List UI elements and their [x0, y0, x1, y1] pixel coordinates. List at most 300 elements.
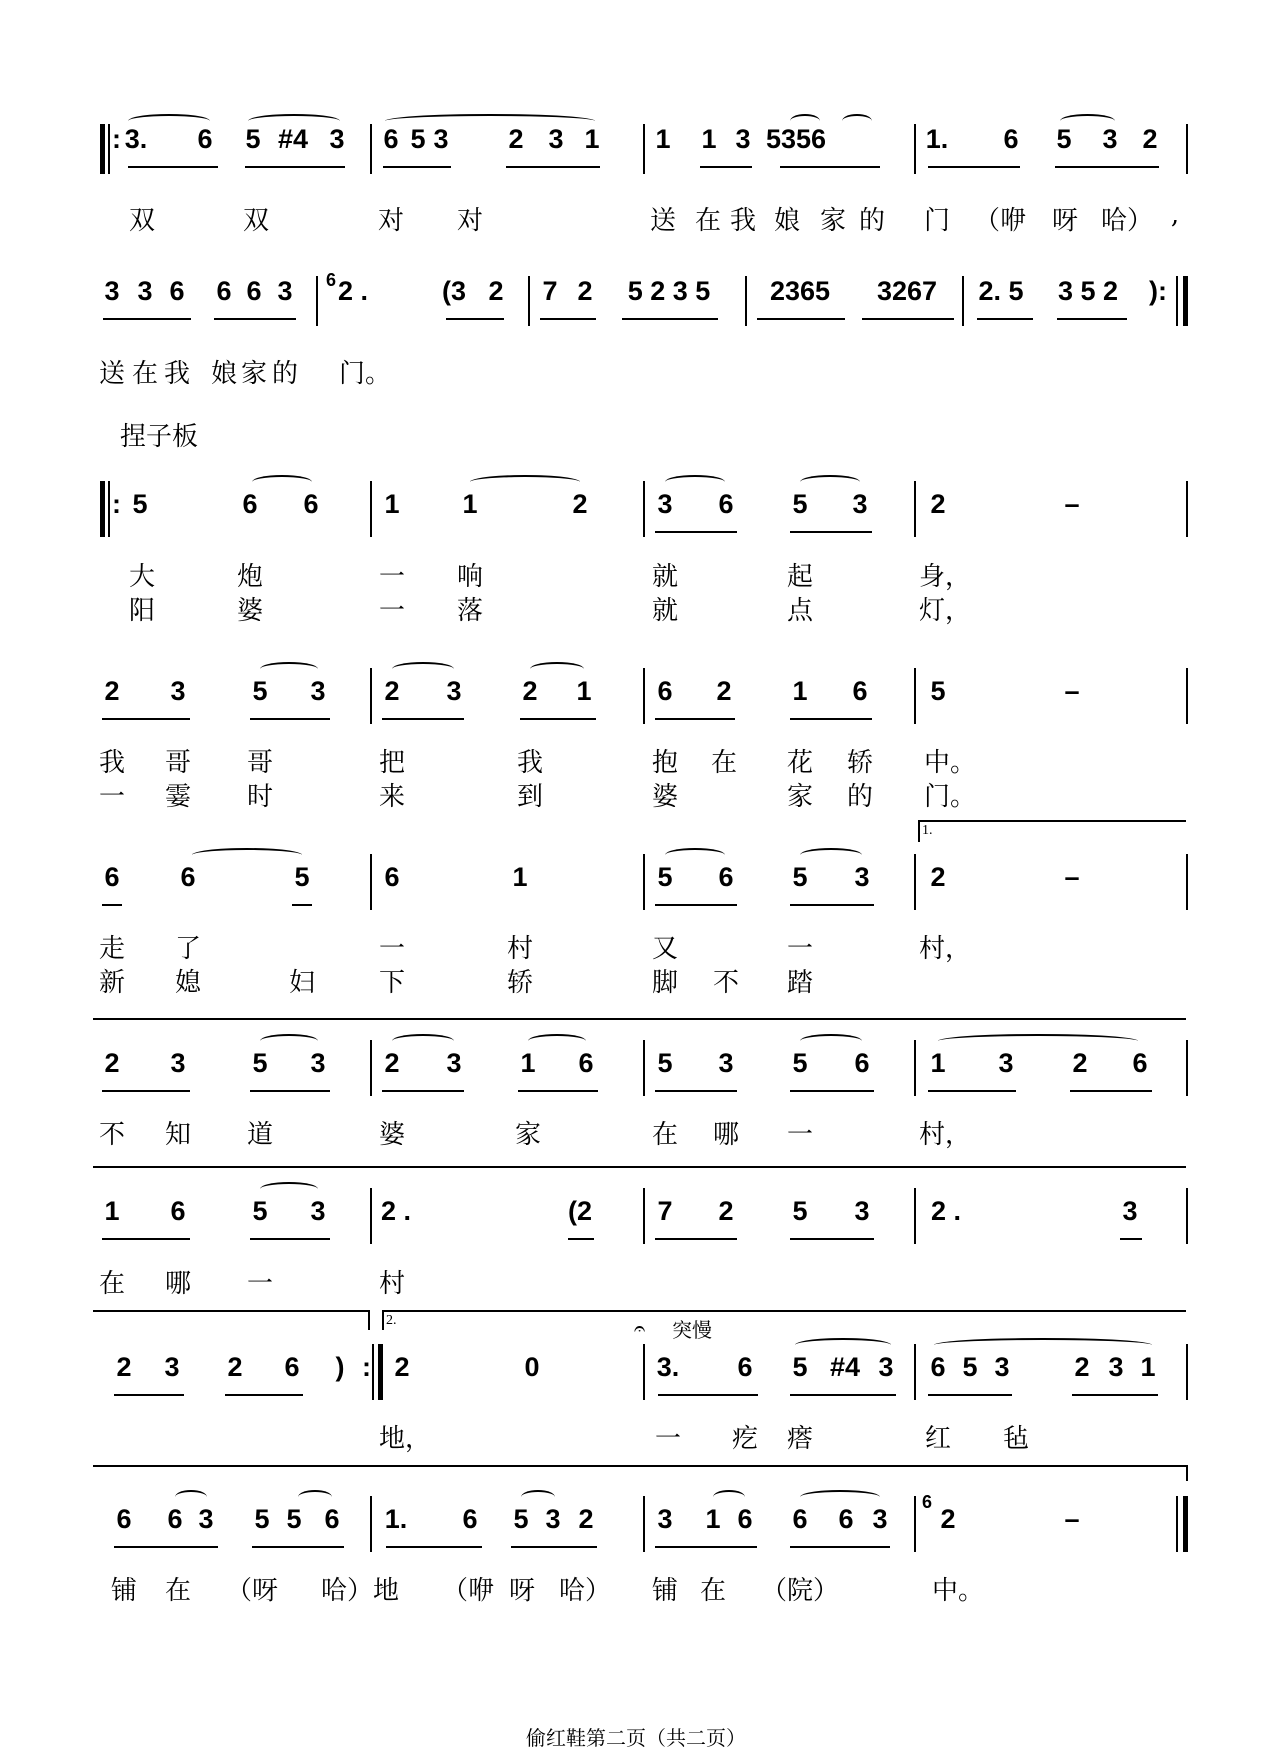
slur: [530, 662, 584, 676]
volta-line: [93, 1310, 368, 1312]
note-group: 5: [513, 1504, 529, 1534]
barline: [370, 1188, 372, 1244]
barline: [1186, 1040, 1188, 1096]
note-group: 7: [542, 276, 558, 306]
note-group: –: [1064, 676, 1080, 706]
underline: [250, 1090, 330, 1092]
lyric: 一: [378, 596, 406, 626]
lyric: 响: [456, 562, 484, 592]
note-group: 5: [930, 676, 946, 706]
slur: [392, 662, 454, 676]
slur: [665, 475, 725, 489]
lyric: 哪: [164, 1269, 192, 1299]
barline: [962, 276, 964, 326]
note-group: 2: [577, 276, 593, 306]
slur: [665, 848, 725, 862]
lyrics-line: [0, 928, 1272, 964]
lyrics-line: [0, 556, 1272, 592]
lyric: 哥: [164, 748, 192, 778]
lyric: 道: [246, 1120, 274, 1150]
volta-label: 1.: [922, 823, 933, 838]
note-group: 1: [930, 1048, 946, 1078]
underline: [511, 1546, 597, 1548]
lyric: 中。: [931, 1576, 985, 1606]
note-group: 6: [792, 1504, 808, 1534]
lyric: 阳: [128, 596, 156, 626]
note-group: 2: [930, 489, 946, 519]
slur: [260, 1182, 318, 1196]
barline: [914, 481, 916, 537]
barline: [1186, 1344, 1188, 1400]
underline: [655, 904, 737, 906]
volta-bracket: [382, 1310, 384, 1330]
note-group: 3: [164, 1352, 180, 1382]
repeat-end-bar: [1183, 276, 1188, 326]
underline: [790, 718, 872, 720]
slur: [392, 1034, 454, 1048]
note-group: 1: [512, 862, 528, 892]
note-group: 6: [116, 1504, 132, 1534]
volta-bracket: [918, 820, 1186, 822]
note-group: 6: [197, 124, 213, 154]
barline: [643, 481, 645, 537]
note-group: 6: [383, 124, 399, 154]
note-group: 3: [277, 276, 293, 306]
note-group: 6: [242, 489, 258, 519]
underline: [250, 718, 330, 720]
underline: [1070, 1090, 1152, 1092]
lyric: 哈）: [558, 1576, 612, 1606]
lyric: 不: [712, 968, 740, 998]
barline: [643, 668, 645, 724]
note-group: 5356: [765, 124, 827, 154]
underline: [790, 531, 872, 533]
lyric: 呀: [1051, 206, 1079, 236]
underline: [252, 1546, 344, 1548]
lyric: 娘: [210, 359, 238, 389]
note-group: ):: [1149, 276, 1167, 306]
note-group: 6: [462, 1504, 478, 1534]
lyric: 村，: [918, 934, 972, 964]
note-group: 2: [940, 1504, 956, 1534]
underline: [928, 1394, 1012, 1396]
note-group: 3: [170, 1048, 186, 1078]
barline: [914, 124, 916, 174]
lyric: 妇: [288, 968, 316, 998]
underline: [700, 166, 752, 168]
note-group: 5: [252, 676, 268, 706]
lyric: 哥: [246, 748, 274, 778]
lyric: 村: [378, 1269, 406, 1299]
lyric: 知: [164, 1120, 192, 1150]
note-group: 6: [1132, 1048, 1148, 1078]
note-group: 5: [132, 489, 148, 519]
note-group: 6: [852, 676, 868, 706]
note-group: 3: [1108, 1352, 1124, 1382]
fermata-meter: 6: [326, 270, 337, 290]
underline: [790, 1394, 896, 1396]
volta-bracket: [918, 820, 920, 842]
note-group: 6: [180, 862, 196, 892]
underline: [540, 318, 596, 320]
lyric: 又: [651, 934, 679, 964]
underline: [655, 1238, 737, 1240]
underline: [622, 318, 718, 320]
note-group: 6: [303, 489, 319, 519]
barline: [370, 668, 372, 724]
lyric: 一: [378, 562, 406, 592]
note-group: 3: [657, 489, 673, 519]
note-group: 5: [245, 124, 261, 154]
note-group: 3: [735, 124, 751, 154]
page-footer: 偷红鞋第二页（共二页）: [526, 1726, 746, 1750]
barline: [643, 124, 645, 174]
note-group: 2: [384, 676, 400, 706]
lyric: 门。: [923, 782, 977, 812]
note-group: 5: [792, 1196, 808, 1226]
lyric: ,: [1170, 200, 1180, 230]
lyric: 不: [98, 1120, 126, 1150]
note-group: 1: [520, 1048, 536, 1078]
slur: [470, 475, 580, 489]
barline: [914, 1496, 916, 1552]
note-group: 1.: [384, 1504, 408, 1534]
lyric: 哪: [712, 1120, 740, 1150]
note-group: 5: [286, 1504, 302, 1534]
note-group: 2: [718, 1196, 734, 1226]
note-group: 2: [104, 1048, 120, 1078]
lyrics-line: [0, 353, 1272, 389]
barline: [370, 481, 372, 537]
note-group: 2: [227, 1352, 243, 1382]
underline: [250, 1238, 330, 1240]
underline: [977, 318, 1033, 320]
lyric: 我: [98, 748, 126, 778]
lyrics-line: [0, 1114, 1272, 1150]
barline: [643, 1188, 645, 1244]
slur: [128, 114, 210, 128]
note-group: 5: [792, 1048, 808, 1078]
note-group: 1.: [925, 124, 949, 154]
note-group: 1: [655, 124, 671, 154]
note-group: 5: [252, 1196, 268, 1226]
slur: [713, 1490, 745, 1504]
lyric: 炮: [236, 562, 264, 592]
lyric: 点: [786, 596, 814, 626]
barline: [1186, 1188, 1188, 1244]
barline: [643, 1040, 645, 1096]
slur: [298, 1490, 332, 1504]
lyric: 在: [164, 1576, 192, 1606]
barline: [1176, 276, 1178, 326]
lyric: 送: [98, 359, 126, 389]
lyric: 铺: [110, 1576, 138, 1606]
note-group: 3: [854, 1196, 870, 1226]
slur: [385, 114, 595, 128]
lyric: 对: [456, 206, 484, 236]
lyric: 灯，: [918, 596, 972, 626]
note-group: 3: [310, 1196, 326, 1226]
note-group: #4: [829, 1352, 861, 1382]
lyric: 一: [786, 934, 814, 964]
slur: [260, 662, 318, 676]
slur: [800, 1490, 880, 1504]
note-group: 2: [508, 124, 524, 154]
note-group: 2: [1074, 1352, 1090, 1382]
barline: [370, 854, 372, 910]
lyric: 走: [98, 934, 126, 964]
lyric: 的: [846, 782, 874, 812]
underline: [790, 1090, 874, 1092]
underline: [568, 1238, 594, 1240]
lyric: （院）: [760, 1576, 840, 1606]
underline: [102, 904, 122, 906]
lyric: 抱: [651, 748, 679, 778]
note-group: 3: [548, 124, 564, 154]
barline: [372, 1344, 374, 1400]
slur: [175, 1490, 207, 1504]
lyric: 起: [786, 562, 814, 592]
note-group: 3.: [656, 1352, 680, 1382]
note-group: 3: [170, 676, 186, 706]
barline: [1186, 668, 1188, 724]
lyric: 地，: [378, 1424, 432, 1454]
barline: [370, 124, 372, 174]
note-group: #4: [277, 124, 309, 154]
note-group: 2: [930, 862, 946, 892]
lyric: 家: [514, 1120, 542, 1150]
underline: [520, 718, 596, 720]
note-group: 1: [792, 676, 808, 706]
note-group: 6: [737, 1352, 753, 1382]
note-group: 2: [572, 489, 588, 519]
lyric: 在: [699, 1576, 727, 1606]
repeat-dots: :: [112, 489, 121, 519]
final-bar: [1183, 1496, 1188, 1552]
underline: [114, 1394, 184, 1396]
note-group: 3: [1122, 1196, 1138, 1226]
barline: [108, 481, 110, 537]
lyric: 哈）地: [320, 1576, 400, 1606]
barline: [643, 1344, 645, 1400]
note-group: 6: [246, 276, 262, 306]
repeat-start-bar: [100, 481, 105, 537]
lyric: 的: [858, 206, 886, 236]
underline: [382, 1090, 464, 1092]
lyrics-line: [0, 962, 1272, 998]
lyric: 中。: [923, 748, 977, 778]
underline: [655, 1090, 737, 1092]
barline: [370, 1040, 372, 1096]
lyric: 就: [651, 562, 679, 592]
lyrics-line: [0, 776, 1272, 812]
lyric: 娘: [773, 206, 801, 236]
note-group: 6: [216, 276, 232, 306]
note-group: 3: [657, 1504, 673, 1534]
lyric: 对: [377, 206, 405, 236]
slur: [248, 114, 340, 128]
lyrics-line: [0, 1418, 1272, 1454]
barline: [1176, 1496, 1178, 1552]
underline: [928, 1090, 1016, 1092]
note-group: 6: [104, 862, 120, 892]
repeat-start-bar: [100, 124, 105, 174]
lyric: 门: [923, 206, 951, 236]
note-group: –: [1064, 862, 1080, 892]
note-group: 5: [792, 862, 808, 892]
note-group: 5: [792, 1352, 808, 1382]
note-group: 2 .: [380, 1196, 412, 1226]
lyric: 到: [516, 782, 544, 812]
lyric: 我: [163, 359, 191, 389]
underline: [655, 531, 737, 533]
slur: [252, 475, 312, 489]
lyric: 踏: [786, 968, 814, 998]
divider-line: [93, 1465, 1186, 1467]
underline: [780, 166, 880, 168]
note-group: 2 .: [337, 276, 369, 306]
note-group: 6: [324, 1504, 340, 1534]
note-group: 2 .: [930, 1196, 962, 1226]
note-group: 3: [198, 1504, 214, 1534]
lyric: 在: [694, 206, 722, 236]
note-group: 5 2 3 5: [627, 276, 711, 306]
lyrics-line: [0, 742, 1272, 778]
lyric: 红: [924, 1424, 952, 1454]
note-group: 2: [578, 1504, 594, 1534]
lyric: 新: [98, 968, 126, 998]
underline: [1055, 166, 1159, 168]
note-group: 6: [284, 1352, 300, 1382]
note-group: 5: [252, 1048, 268, 1078]
note-group: 5: [294, 862, 310, 892]
slur: [934, 1338, 1152, 1352]
lyric: 就: [651, 596, 679, 626]
note-group: 3: [310, 1048, 326, 1078]
note-group: 2: [384, 1048, 400, 1078]
lyric: 在: [131, 359, 159, 389]
note-group: 3: [137, 276, 153, 306]
lyric: 时: [246, 782, 274, 812]
barline: [1186, 854, 1188, 910]
underline: [1120, 1238, 1142, 1240]
slur: [192, 848, 302, 862]
lyric: 在: [651, 1120, 679, 1150]
lyric: 婆: [378, 1120, 406, 1150]
note-group: 6: [737, 1504, 753, 1534]
note-group: 1: [384, 489, 400, 519]
note-group: 6: [718, 862, 734, 892]
note-group: 3: [104, 276, 120, 306]
note-group: 5: [657, 1048, 673, 1078]
note-group: 3: [433, 124, 449, 154]
note-group: 1: [462, 489, 478, 519]
note-group: 3: [872, 1504, 888, 1534]
lyric: 一: [654, 1424, 682, 1454]
lyric: 家: [819, 206, 847, 236]
slur: [521, 1490, 555, 1504]
lyric: 双: [128, 206, 156, 236]
underline: [383, 166, 451, 168]
underline: [757, 318, 845, 320]
lyric: 送: [649, 206, 677, 236]
lyrics-line: [0, 590, 1272, 626]
note-group: 5: [792, 489, 808, 519]
underline: [292, 904, 312, 906]
underline: [506, 166, 600, 168]
tempo-marking: 突慢: [672, 1318, 712, 1342]
underline: [655, 1546, 757, 1548]
note-group: 3.: [124, 124, 148, 154]
slur: [800, 475, 860, 489]
lyric: 村，: [918, 1120, 972, 1150]
slur: [790, 114, 820, 128]
barline: [914, 668, 916, 724]
barline: [914, 1188, 916, 1244]
note-group: 1: [576, 676, 592, 706]
note-group: 5: [410, 124, 426, 154]
underline: [214, 318, 296, 320]
note-group: 6: [838, 1504, 854, 1534]
note-group: 6: [657, 676, 673, 706]
section-label: 捏子板: [120, 422, 199, 452]
note-group: 2: [1072, 1048, 1088, 1078]
fermata-meter: 6: [922, 1492, 933, 1512]
lyric: 花: [786, 748, 814, 778]
lyric: （咿: [973, 206, 1027, 236]
slur: [795, 1338, 891, 1352]
note-group: 2. 5: [978, 276, 1024, 306]
note-group: 3: [545, 1504, 561, 1534]
note-group: 3 5 2: [1057, 276, 1119, 306]
underline: [790, 904, 874, 906]
note-group: 0: [524, 1352, 540, 1382]
slur: [842, 114, 872, 128]
underline: [102, 718, 190, 720]
lyric: 来: [378, 782, 406, 812]
underline: [114, 1546, 218, 1548]
lyric: 婆: [651, 782, 679, 812]
barline: [914, 1040, 916, 1096]
note-group: 3: [852, 489, 868, 519]
note-group: 3: [310, 676, 326, 706]
lyric: 我: [729, 206, 757, 236]
lyric: 家: [240, 359, 268, 389]
note-group: 2365: [769, 276, 831, 306]
underline: [655, 718, 735, 720]
lyric: 媳: [174, 968, 202, 998]
barline: [643, 1496, 645, 1552]
lyric: 把: [378, 748, 406, 778]
note-group: 2: [104, 676, 120, 706]
underline: [518, 1090, 598, 1092]
barline: [316, 276, 318, 326]
lyric: 我: [516, 748, 544, 778]
fermata-icon: 𝄐: [634, 1316, 646, 1340]
repeat-dots: :: [362, 1352, 371, 1382]
slur: [1060, 114, 1115, 128]
lyric: 的: [271, 359, 299, 389]
slur: [938, 1034, 1138, 1048]
lyric: 一: [98, 782, 126, 812]
note-group: 1: [1140, 1352, 1156, 1382]
slur: [800, 1034, 862, 1048]
underline: [245, 166, 345, 168]
lyric: 呀: [508, 1576, 536, 1606]
note-group: 1: [584, 124, 600, 154]
lyric: 一: [246, 1269, 274, 1299]
lyric: 霎: [164, 782, 192, 812]
